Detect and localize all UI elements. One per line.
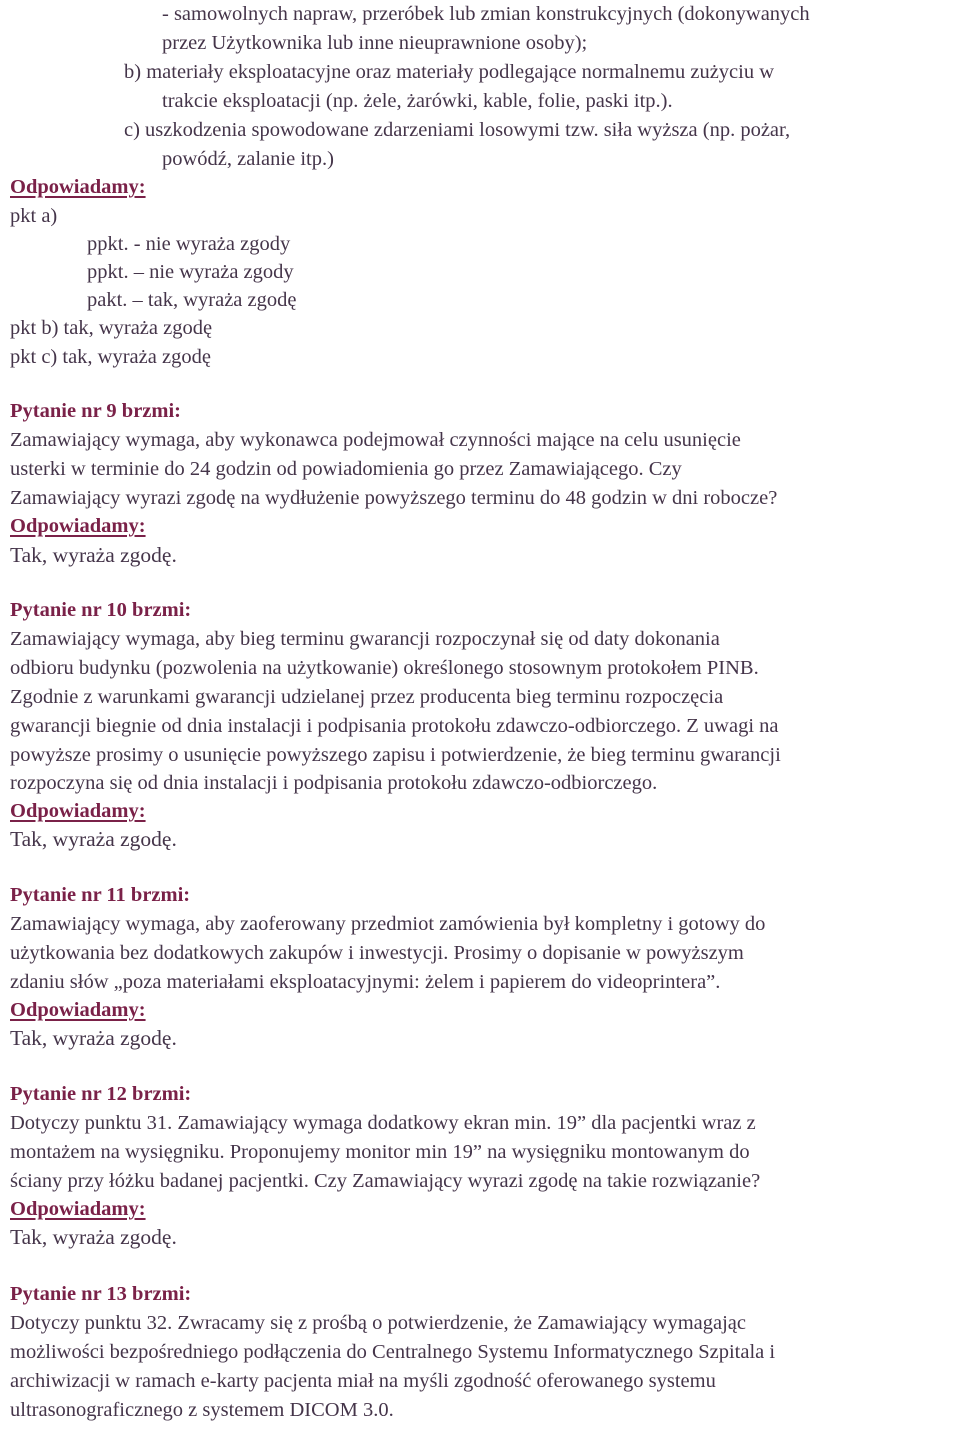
intro-line-3: b) materiały eksploatacyjne oraz materiały podlegające normalnemu zużyciu w <box>124 61 775 83</box>
question-13-line: archiwizacji w ramach e-karty pacjenta miał na myśli zgodność oferowanego systemu <box>10 1370 716 1392</box>
point-a: pkt a) <box>10 205 58 227</box>
intro-line-6: powódź, zalanie itp.) <box>162 148 334 170</box>
question-9-answer: Tak, wyraża zgodę. <box>10 543 177 567</box>
question-9-line: Zamawiający wyrazi zgodę na wydłużenie powyższego terminu do 48 godzin w dni robocze? <box>10 487 778 509</box>
subpoint-1: ppkt. - nie wyraża zgody <box>87 233 291 255</box>
intro-line-4: trakcie eksploatacji (np. żele, żarówki, kable, folie, paski itp.). <box>162 90 673 112</box>
question-12-heading: Pytanie nr 12 brzmi: <box>10 1083 192 1105</box>
subpoint-3: pakt. – tak, wyraża zgodę <box>87 289 297 311</box>
question-12-line: montażem na wysięgniku. Proponujemy monitor min 19” na wysięgniku montowanym do <box>10 1141 750 1163</box>
question-13-heading: Pytanie nr 13 brzmi: <box>10 1283 192 1305</box>
intro-line-5: c) uszkodzenia spowodowane zdarzeniami losowymi tzw. siła wyższa (np. pożar, <box>124 119 791 141</box>
intro-line-2: przez Użytkownika lub inne nieuprawnione osoby); <box>162 32 588 54</box>
question-9-line: Zamawiający wymaga, aby wykonawca podejmował czynności mające na celu usunięcie <box>10 429 741 451</box>
question-9-heading: Pytanie nr 9 brzmi: <box>10 400 181 422</box>
question-13-line: ultrasonograficznego z systemem DICOM 3.0. <box>10 1399 394 1421</box>
intro-line-1: - samowolnych napraw, przeróbek lub zmian konstrukcyjnych (dokonywanych <box>162 3 810 25</box>
answer-heading: Odpowiadamy: <box>10 999 146 1021</box>
question-10-line: rozpoczyna się od dnia instalacji i podpisania protokołu zdawczo-odbiorczego. <box>10 772 658 794</box>
answer-heading: Odpowiadamy: <box>10 176 146 198</box>
question-11-answer: Tak, wyraża zgodę. <box>10 1026 177 1050</box>
point-c: pkt c) tak, wyraża zgodę <box>10 346 211 368</box>
answer-heading: Odpowiadamy: <box>10 515 146 537</box>
question-10-line: Zamawiający wymaga, aby bieg terminu gwarancji rozpoczynał się od daty dokonania <box>10 628 720 650</box>
question-10-line: powyższe prosimy o usunięcie powyższego zapisu i potwierdzenie, że bieg terminu gwarancji <box>10 744 781 766</box>
question-11-line: zdaniu słów „poza materiałami eksploatacyjnymi: żelem i papierem do videoprintera”. <box>10 971 721 993</box>
answer-heading: Odpowiadamy: <box>10 800 146 822</box>
question-11-line: Zamawiający wymaga, aby zaoferowany przedmiot zamówienia był kompletny i gotowy do <box>10 913 766 935</box>
question-11-line: użytkowania bez dodatkowych zakupów i inwestycji. Prosimy o dopisanie w powyższym <box>10 942 744 964</box>
question-10-line: gwarancji biegnie od dnia instalacji i podpisania protokołu zdawczo-odbiorczego. Z uwagi na <box>10 715 779 737</box>
question-10-answer: Tak, wyraża zgodę. <box>10 827 177 851</box>
question-10-heading: Pytanie nr 10 brzmi: <box>10 599 192 621</box>
subpoint-2: ppkt. – nie wyraża zgody <box>87 261 294 283</box>
answer-heading: Odpowiadamy: <box>10 1198 146 1220</box>
question-13-line: możliwości bezpośredniego podłączenia do Centralnego Systemu Informatycznego Szpitala i <box>10 1341 776 1363</box>
question-13-line: Dotyczy punktu 32. Zwracamy się z prośbą o potwierdzenie, że Zamawiający wymagając <box>10 1312 746 1334</box>
question-11-heading: Pytanie nr 11 brzmi: <box>10 884 191 906</box>
question-12-answer: Tak, wyraża zgodę. <box>10 1225 177 1249</box>
point-b: pkt b) tak, wyraża zgodę <box>10 317 213 339</box>
question-12-line: Dotyczy punktu 31. Zamawiający wymaga dodatkowy ekran min. 19” dla pacjentki wraz z <box>10 1112 756 1134</box>
question-10-line: Zgodnie z warunkami gwarancji udzielanej przez producenta bieg terminu rozpoczęcia <box>10 686 724 708</box>
question-10-line: odbioru budynku (pozwolenia na użytkowanie) określonego stosownym protokołem PINB. <box>10 657 759 679</box>
question-9-line: usterki w terminie do 24 godzin od powiadomienia go przez Zamawiającego. Czy <box>10 458 682 480</box>
question-12-line: ściany przy łóżku badanej pacjentki. Czy Zamawiający wyrazi zgodę na takie rozwiązanie? <box>10 1170 761 1192</box>
